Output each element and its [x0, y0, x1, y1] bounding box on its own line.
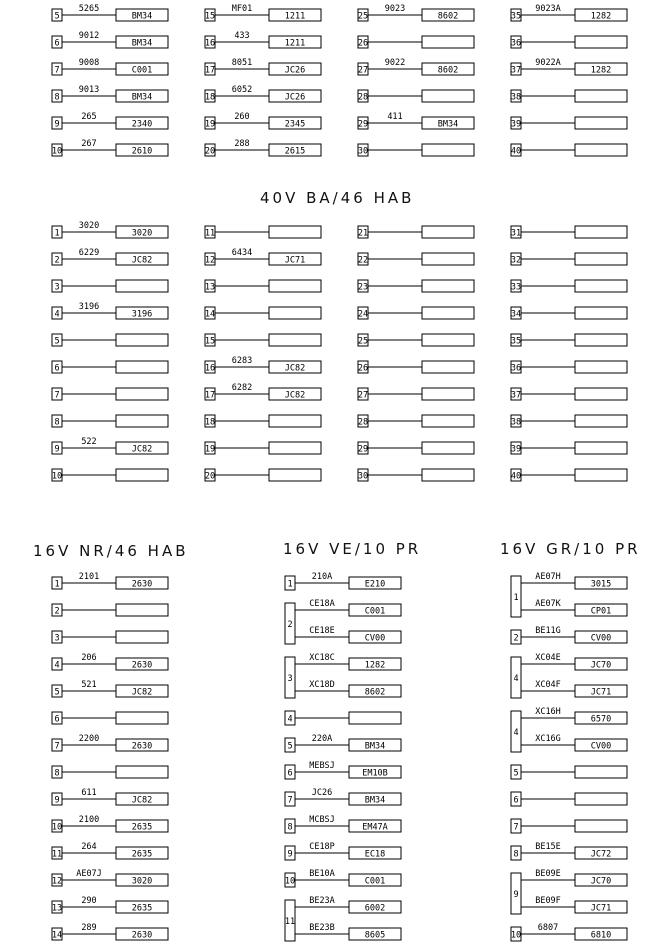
terminal-label: CV00 [590, 633, 612, 644]
pin-number: 7 [513, 822, 519, 833]
wire-label: 9023A [535, 4, 561, 14]
pin-number: 6 [54, 38, 60, 49]
wire-label: 6807 [537, 923, 559, 933]
pin-number: 28 [357, 417, 369, 428]
terminal-box [116, 415, 168, 427]
wire-label: 433 [234, 31, 250, 41]
pin-number: 1 [54, 228, 60, 239]
terminal-label: EM47A [362, 822, 388, 833]
pin-number: 8 [54, 417, 60, 428]
wire-label: CE18A [309, 599, 335, 609]
terminal-label: 2630 [131, 930, 153, 941]
terminal-label: 6570 [590, 714, 612, 725]
pin-number: 9 [513, 890, 519, 900]
terminal-box [575, 820, 627, 832]
terminal-label: 8602 [364, 687, 386, 698]
terminal-box [349, 712, 401, 724]
wire-label: XC16G [535, 734, 561, 744]
pin-number: 1 [54, 579, 60, 590]
pin-number: 1 [287, 579, 293, 590]
terminal-box [422, 361, 474, 373]
pin-number: 4 [513, 728, 519, 738]
pin-number: 35 [510, 336, 522, 347]
wire-label: 6283 [231, 356, 253, 366]
terminal-label: BM34 [364, 795, 386, 806]
pin-number: 5 [287, 741, 293, 752]
terminal-label: 2345 [284, 119, 306, 130]
pin-number: 9 [54, 119, 60, 130]
wire-label: 522 [81, 437, 97, 447]
pin-number: 6 [513, 795, 519, 806]
pin-number: 16 [204, 38, 216, 49]
terminal-label: 1282 [364, 660, 386, 671]
terminal-label: 2340 [131, 119, 153, 130]
pin-number: 6 [287, 768, 293, 779]
wire-label: AE07J [76, 869, 102, 879]
wire-label: 264 [81, 842, 97, 852]
terminal-label: CV00 [590, 741, 612, 752]
pin-number: 23 [357, 282, 369, 293]
wire-label: 521 [81, 680, 97, 690]
pin-number: 17 [204, 390, 216, 401]
terminal-box [575, 280, 627, 292]
pin-number: 40 [510, 146, 522, 157]
pin-number: 4 [54, 309, 60, 320]
terminal-label: EC18 [364, 849, 386, 860]
terminal-box [422, 226, 474, 238]
pin-number: 10 [284, 876, 296, 887]
pin-number: 34 [510, 309, 522, 320]
terminal-box [575, 90, 627, 102]
wire-label: 5265 [78, 4, 100, 14]
pin-number: 15 [204, 336, 216, 347]
pin-number: 12 [204, 255, 216, 266]
terminal-box [575, 361, 627, 373]
pin-number: 13 [51, 903, 63, 914]
terminal-box [422, 253, 474, 265]
wire-label: 220A [311, 734, 333, 744]
pin-number: 31 [510, 228, 522, 239]
wire-label: CE18P [309, 842, 335, 852]
terminal-box [575, 226, 627, 238]
wire-label: BE11G [535, 626, 561, 636]
wire-label: 3196 [78, 302, 100, 312]
wire-label: XC18C [309, 653, 335, 663]
pin-number: 4 [287, 714, 293, 725]
wire-label: 210A [311, 572, 333, 582]
terminal-label: E210 [364, 579, 386, 590]
pin-number: 2 [54, 255, 60, 266]
terminal-label: 1211 [284, 11, 306, 22]
pin-number: 36 [510, 38, 522, 49]
wire-label: 611 [81, 788, 97, 798]
wire-label: XC18D [309, 680, 335, 690]
terminal-box [575, 469, 627, 481]
terminal-box [422, 442, 474, 454]
terminal-box [269, 280, 321, 292]
terminal-label: 1211 [284, 38, 306, 49]
wire-label: BE15E [535, 842, 561, 852]
pin-number: 5 [54, 687, 60, 698]
terminal-label: JC82 [131, 687, 153, 698]
pin-number: 8 [513, 849, 519, 860]
wire-label: 9012 [78, 31, 100, 41]
pin-number: 25 [357, 11, 369, 22]
pin-number: 1 [513, 593, 519, 603]
terminal-label: C001 [131, 65, 153, 76]
terminal-label: 6002 [364, 903, 386, 914]
title-16v-nr-46-hab: 16V NR/46 HAB [33, 542, 189, 560]
wire-label: 411 [387, 112, 403, 122]
pin-number: 18 [204, 92, 216, 103]
wire-label: BE23B [309, 923, 335, 933]
terminal-label: 2610 [131, 146, 153, 157]
terminal-label: 3020 [131, 876, 153, 887]
pin-number: 8 [287, 822, 293, 833]
pin-number: 7 [54, 65, 60, 76]
wire-label: 6282 [231, 383, 253, 393]
wire-label: BE09E [535, 869, 561, 879]
pin-number: 5 [513, 768, 519, 779]
pin-number: 27 [357, 390, 369, 401]
terminal-label: CV00 [364, 633, 386, 644]
terminal-box [422, 388, 474, 400]
terminal-label: 8602 [437, 65, 459, 76]
terminal-label: 2630 [131, 741, 153, 752]
terminal-box [422, 307, 474, 319]
wire-label: 9022 [384, 58, 406, 68]
wire-label: 289 [81, 923, 97, 933]
terminal-label: 6810 [590, 930, 612, 941]
title-16v-ve-10-pr: 16V VE/10 PR [283, 540, 422, 558]
pin-number: 14 [51, 930, 63, 941]
pin-number: 11 [204, 228, 216, 239]
pin-number: 35 [510, 11, 522, 22]
terminal-box [575, 117, 627, 129]
terminal-box [575, 388, 627, 400]
terminal-box [575, 144, 627, 156]
pin-number: 4 [513, 674, 519, 684]
pin-number: 15 [204, 11, 216, 22]
pin-number: 20 [204, 146, 216, 157]
wire-label: 290 [81, 896, 97, 906]
pin-number: 7 [287, 795, 293, 806]
terminal-label: BM34 [131, 11, 153, 22]
pin-number: 8 [54, 92, 60, 103]
terminal-label: JC82 [131, 444, 153, 455]
pin-number: 10 [51, 471, 63, 482]
wire-label: JC26 [311, 788, 333, 798]
pin-number: 13 [204, 282, 216, 293]
wire-label: 206 [81, 653, 97, 663]
terminal-box [575, 36, 627, 48]
terminal-box [116, 604, 168, 616]
pin-number: 17 [204, 65, 216, 76]
pin-number: 6 [54, 714, 60, 725]
pin-number: 10 [51, 146, 63, 157]
wire-label: 267 [81, 139, 97, 149]
pin-number: 16 [204, 363, 216, 374]
terminal-label: BM34 [364, 741, 386, 752]
pin-number: 38 [510, 417, 522, 428]
pin-number: 7 [54, 741, 60, 752]
terminal-label: 2635 [131, 849, 153, 860]
wire-label: 9008 [78, 58, 100, 68]
terminal-label: 3196 [131, 309, 153, 320]
terminal-label: JC26 [284, 92, 306, 103]
wire-label: CE18E [309, 626, 335, 636]
pin-number: 9 [54, 795, 60, 806]
terminal-label: 3020 [131, 228, 153, 239]
wire-label: BE23A [309, 896, 335, 906]
wire-label: AE07K [535, 599, 561, 609]
terminal-box [269, 415, 321, 427]
pin-number: 24 [357, 309, 369, 320]
pin-number: 5 [54, 336, 60, 347]
wire-label: 260 [234, 112, 250, 122]
terminal-box [422, 36, 474, 48]
pin-number: 3 [287, 674, 293, 684]
pin-number: 30 [357, 471, 369, 482]
pin-number: 30 [357, 146, 369, 157]
wire-label: 2100 [78, 815, 100, 825]
terminal-label: 8605 [364, 930, 386, 941]
pin-number: 28 [357, 92, 369, 103]
wire-label: 8051 [231, 58, 253, 68]
pin-number: 27 [357, 65, 369, 76]
pin-number: 40 [510, 471, 522, 482]
terminal-label: C001 [364, 606, 386, 617]
pin-number: 20 [204, 471, 216, 482]
pin-number: 11 [284, 917, 296, 927]
terminal-box [575, 442, 627, 454]
pin-number: 2 [513, 633, 519, 644]
pin-number: 19 [204, 444, 216, 455]
wire-label: 9013 [78, 85, 100, 95]
terminal-label: 1282 [590, 11, 612, 22]
wire-label: BE10A [309, 869, 335, 879]
pin-number: 9 [287, 849, 293, 860]
terminal-label: BM34 [437, 119, 459, 130]
wire-label: 6052 [231, 85, 253, 95]
pin-number: 3 [54, 633, 60, 644]
terminal-box [116, 766, 168, 778]
pin-number: 39 [510, 444, 522, 455]
pin-number: 22 [357, 255, 369, 266]
pin-number: 3 [54, 282, 60, 293]
terminal-label: JC71 [590, 687, 612, 698]
terminal-box [575, 415, 627, 427]
pin-number: 4 [54, 660, 60, 671]
terminal-label: 2630 [131, 660, 153, 671]
terminal-box [116, 388, 168, 400]
terminal-box [422, 144, 474, 156]
pin-number: 7 [54, 390, 60, 401]
terminal-label: C001 [364, 876, 386, 887]
wire-label: 6229 [78, 248, 100, 258]
wire-label: 288 [234, 139, 250, 149]
pin-number: 8 [54, 768, 60, 779]
terminal-box [422, 469, 474, 481]
terminal-label: 2630 [131, 579, 153, 590]
terminal-box [116, 334, 168, 346]
terminal-box [422, 90, 474, 102]
terminal-label: 2635 [131, 903, 153, 914]
pin-number: 9 [54, 444, 60, 455]
wire-label: XC04F [535, 680, 561, 690]
pin-number: 29 [357, 119, 369, 130]
terminal-box [269, 469, 321, 481]
terminal-label: JC70 [590, 876, 612, 887]
terminal-label: 3015 [590, 579, 612, 590]
terminal-box [575, 766, 627, 778]
wire-label: 6434 [231, 248, 253, 258]
terminal-label: JC71 [590, 903, 612, 914]
terminal-label: EM10B [362, 768, 388, 779]
pin-number: 2 [287, 620, 293, 630]
terminal-box [575, 793, 627, 805]
pin-number: 32 [510, 255, 522, 266]
terminal-label: JC71 [284, 255, 306, 266]
wire-label: 9023 [384, 4, 406, 14]
terminal-label: BM34 [131, 38, 153, 49]
terminal-box [575, 253, 627, 265]
pin-number: 11 [51, 849, 63, 860]
pin-number: 21 [357, 228, 369, 239]
terminal-label: JC82 [131, 795, 153, 806]
pin-number: 10 [510, 930, 522, 941]
terminal-box [116, 280, 168, 292]
pin-number: 36 [510, 363, 522, 374]
pin-number: 25 [357, 336, 369, 347]
terminal-box [269, 334, 321, 346]
wire-label: MF01 [231, 4, 253, 14]
terminal-box [575, 307, 627, 319]
pin-number: 39 [510, 119, 522, 130]
pin-number: 37 [510, 65, 522, 76]
wire-label: 265 [81, 112, 97, 122]
pin-number: 26 [357, 363, 369, 374]
terminal-label: 2615 [284, 146, 306, 157]
terminal-box [422, 415, 474, 427]
pin-number: 6 [54, 363, 60, 374]
terminal-label: JC82 [284, 390, 306, 401]
terminal-box [269, 307, 321, 319]
wire-label: 2200 [78, 734, 100, 744]
wire-label: MCBSJ [309, 815, 335, 825]
terminal-label: BM34 [131, 92, 153, 103]
pin-number: 37 [510, 390, 522, 401]
terminal-label: 2635 [131, 822, 153, 833]
pin-number: 26 [357, 38, 369, 49]
terminal-box [269, 226, 321, 238]
terminal-box [116, 631, 168, 643]
pin-number: 19 [204, 119, 216, 130]
wire-label: 9022A [535, 58, 561, 68]
pin-number: 12 [51, 876, 63, 887]
terminal-label: 1282 [590, 65, 612, 76]
pin-number: 2 [54, 606, 60, 617]
terminal-label: JC26 [284, 65, 306, 76]
terminal-label: 8602 [437, 11, 459, 22]
wire-label: 3020 [78, 221, 100, 231]
wire-label: 2101 [78, 572, 100, 582]
terminal-box [269, 442, 321, 454]
terminal-box [116, 469, 168, 481]
pin-number: 5 [54, 11, 60, 22]
terminal-label: CP01 [590, 606, 612, 617]
terminal-box [575, 334, 627, 346]
terminal-box [422, 280, 474, 292]
terminal-box [422, 334, 474, 346]
pin-number: 38 [510, 92, 522, 103]
pin-number: 18 [204, 417, 216, 428]
title-40v-ba-46-hab: 40V BA/46 HAB [260, 189, 415, 207]
terminal-box [116, 361, 168, 373]
pin-number: 29 [357, 444, 369, 455]
title-16v-gr-10-pr: 16V GR/10 PR [500, 540, 641, 558]
terminal-label: JC72 [590, 849, 612, 860]
wire-label: AE07H [535, 572, 561, 582]
wire-label: XC16H [535, 707, 561, 717]
pin-number: 14 [204, 309, 216, 320]
terminal-box [116, 712, 168, 724]
wire-label: XC04E [535, 653, 561, 663]
pin-number: 33 [510, 282, 522, 293]
pin-number: 10 [51, 822, 63, 833]
terminal-label: JC82 [131, 255, 153, 266]
wire-label: BE09F [535, 896, 561, 906]
wire-label: MEBSJ [309, 761, 335, 771]
terminal-label: JC70 [590, 660, 612, 671]
terminal-label: JC82 [284, 363, 306, 374]
